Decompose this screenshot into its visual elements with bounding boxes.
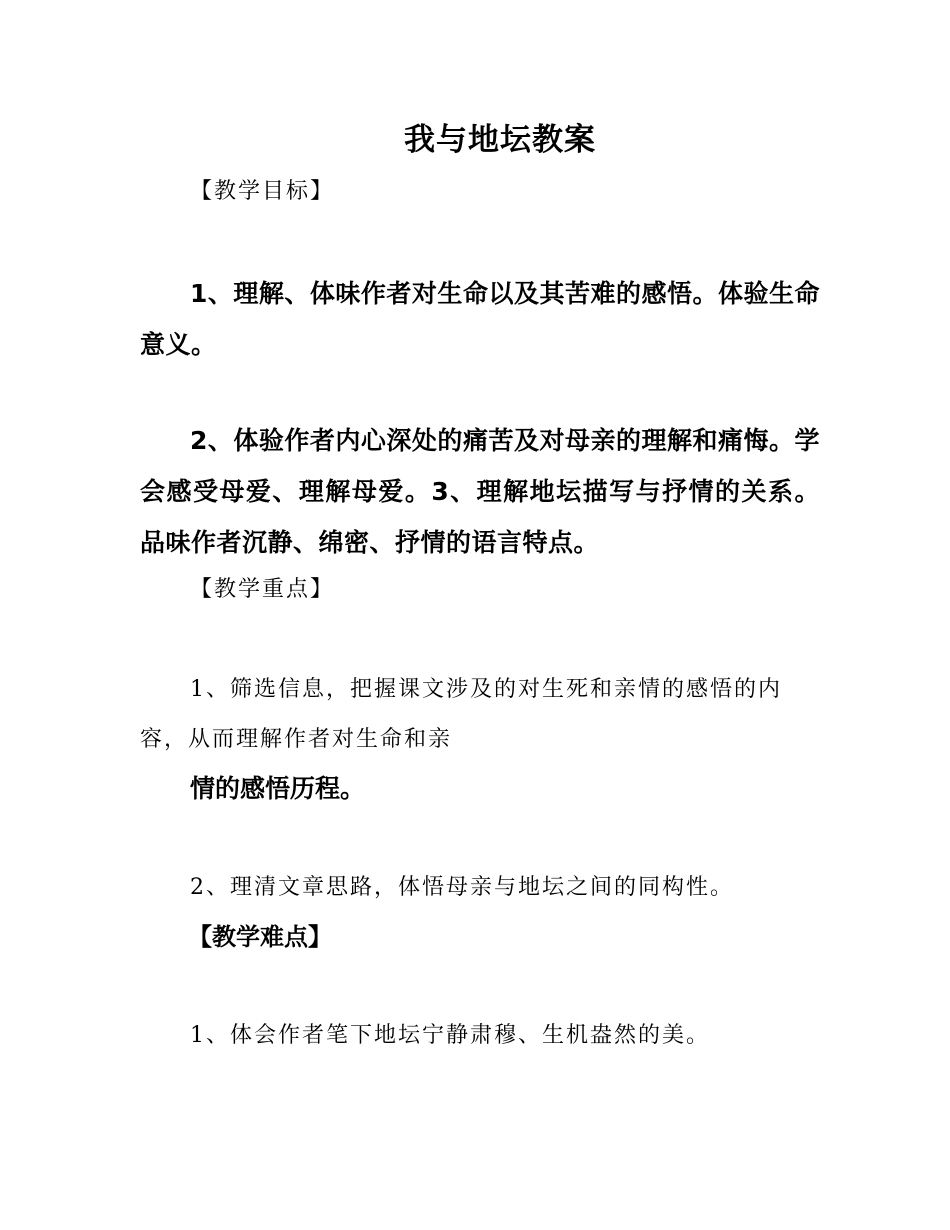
- objective-item-1: 1、理解、体味作者对生命以及其苦难的感悟。体验生命意义。: [140, 279, 820, 359]
- section-heading-difficulties: 【教学难点】: [188, 923, 332, 951]
- objective-item-2: 2、体验作者内心深处的痛苦及对母亲的理解和痛悔。学会感受母爱、理解母爱。3、理解地坛描写与抒情的关系。品味作者沉静、绵密、抒情的语言特点。: [140, 426, 820, 557]
- difficulty-item-1: 1、体会作者笔下地坛宁静肃穆、生机盎然的美。: [190, 1023, 710, 1048]
- key-point-item-2: 2、理清文章思路，体悟母亲与地坛之间的同构性。: [190, 875, 734, 900]
- section-heading-key-points: 【教学重点】: [190, 577, 335, 602]
- key-point-item-1-continuation: 情的感悟历程。: [190, 774, 366, 803]
- document-title: 我与地坛教案: [404, 122, 596, 158]
- section-heading-objectives: 【教学目标】: [190, 179, 335, 204]
- key-point-item-1: 1、筛选信息，把握课文涉及的对生死和亲情的感悟的内容，从而理解作者对生命和亲: [140, 677, 782, 752]
